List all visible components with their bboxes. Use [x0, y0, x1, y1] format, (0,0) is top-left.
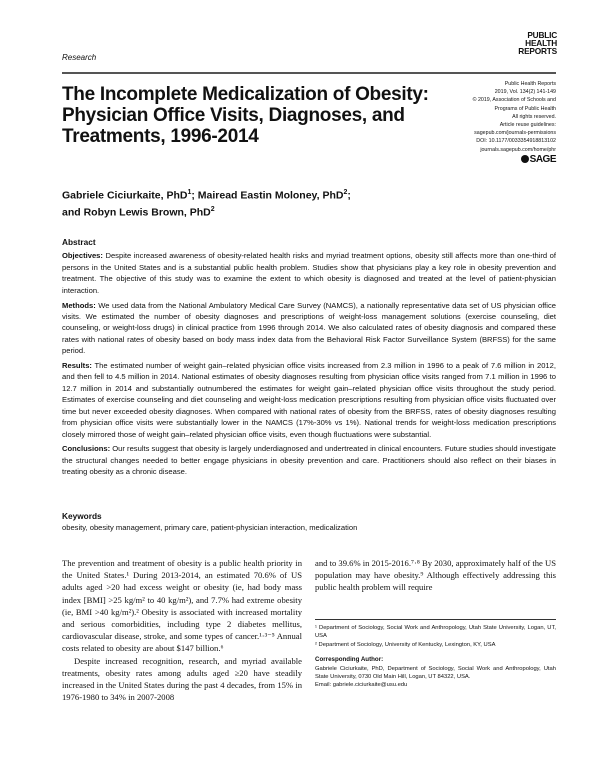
section-label: Objectives: [62, 251, 103, 261]
corresponding-email[interactable]: Email: gabriele.ciciurkaite@usu.edu [315, 682, 408, 689]
body-column-right [315, 557, 556, 594]
section-label: Methods: [62, 300, 96, 310]
affiliation-ref: 2 [343, 189, 348, 196]
sage-mark-icon [521, 155, 529, 163]
meta-journal: Public Health Reports [504, 81, 556, 87]
abstract-conclusions [62, 443, 556, 477]
meta-reuse-label: Article reuse guidelines: [499, 122, 556, 129]
corresponding-text: Gabriele Ciciurkaite, PhD, Department of Sociology, Social Work and Anthropology, Utah State University, 0730 Old Main Hill, Logan, UT 84322, USA. [315, 665, 556, 681]
affiliation-1: ¹ Department of Sociology, Social Work and Anthropology, Utah State University, Logan, UT, USA [315, 625, 556, 640]
header-divider [62, 72, 556, 74]
meta-reuse-link[interactable]: sagepub.com/journals-permissions [474, 130, 556, 137]
keywords-list: obesity, obesity management, primary care, patient-physician interaction, medicalization [62, 523, 358, 532]
abstract [62, 237, 556, 481]
footnote-divider [315, 619, 556, 620]
keywords-heading: Keywords [62, 511, 102, 521]
abstract-objectives [62, 250, 556, 296]
author-name: Gabriele Ciciurkaite, PhD [62, 189, 188, 202]
meta-copyright: © 2019, Association of Schools and [472, 97, 556, 104]
affiliation-ref: 2 [210, 206, 215, 213]
section-text: The estimated number of weight gain–related physician office visits increased from 2.3 million in 1996 to a peak of 7.6 million in 2012, and then fell to 4.5 million in 2014. National estimates of obesity diagnoses resulting from physician office visits ranged from 7.1 million in 1996 to 12.7 million in 2014 and substantially outnumbered the estimates for weight gain–related physician office visits throughout the study period. Estimates of exercise counseling and diet counseling and weight-loss medication prescriptions resulting from physician office visits fluctuated over time but never exceeded obesity diagnoses. When compared with national rates of obesity from the BRFSS, rates of obesity diagnoses resulting from physician office visits were substantially lower in the NAMCS (17%-30% vs 1%). National trends for weight-loss medication prescriptions closely mirrored those of weight gain–related physician office visits, even though fluctuations were substantial. [62, 361, 556, 439]
corresponding-heading: Corresponding Author: [315, 656, 384, 664]
body-paragraph: Despite increased recognition, research, and myriad available treatments, obesity rates among adults aged ≥20 have steadily increased in the United States during the past 4 decades, from 15% in 1976-1980 to 34% in 2007-2008 [62, 655, 302, 703]
footnotes [315, 624, 556, 690]
meta-volume: 2019, Vol. 134(2) 141-149 [494, 89, 556, 96]
separator: ; [347, 189, 351, 202]
section-text: Despite increased awareness of obesity-related health risks and myriad treatment options, obesity still affects more than one-third of persons in the United States and is a substantial public health problem. Studies show that physicians play a key role in obesity prevention and treatment. The objective of this study was to examine the extent to which obesity is diagnosed and treated at the level of patient-physician interaction. [62, 251, 556, 295]
journal-logo [497, 31, 557, 55]
abstract-heading: Abstract [62, 237, 96, 247]
body-paragraph: and to 39.6% in 2015-2016.⁷·⁸ By 2030, approximately half of the US population may have obesity.⁹ Although effectively addressing this public health problem will require [315, 558, 556, 593]
keywords [62, 511, 556, 533]
body-paragraph: The prevention and treatment of obesity is a public health priority in the United States.¹ During 2013-2014, an estimated 70.6% of US adults aged >20 had excess weight or obesity (ie, had body mass index [BMI] >25 kg/m² to 40 kg/m²), and 7.7% had extreme obesity (ie, BMI >40 kg/m²).² Obesity is associated with increased mortality and serious comorbidities, including type 2 diabetes mellitus, cardiovascular disease, stroke, and some types of cancer.¹·³⁻⁵ Annual costs related to obesity are about $147 billion.⁶ [62, 558, 302, 654]
section-label: Results: [62, 361, 92, 371]
meta-journal-link[interactable]: journals.sagepub.com/home/phr [480, 146, 556, 153]
body-column-left [62, 557, 302, 703]
meta-rights: All rights reserved. [512, 113, 556, 120]
section-text: We used data from the National Ambulatory Medical Care Survey (NAMCS), a nationally representative data set of US physician office visits. We estimated the number of obesity diagnoses and prescriptions of weight-loss management solutions (exercise counseling, diet counseling, or weight-loss drugs) in clinical practice from 1996 through 2014. We also calculated rates of obesity diagnosis and compared these rates with national rates of obesity based on body mass index data from the Behavioral Risk Factor Surveillance System (BRFSS) for the same period. [62, 300, 556, 356]
author-list [62, 186, 462, 220]
article-title: The Incomplete Medicalization of Obesity: Physician Office Visits, Diagnoses, and Treatments, 1996-2014 [62, 84, 429, 147]
meta-copyright-2: Programs of Public Health [494, 105, 556, 112]
section-text: Our results suggest that obesity is largely underdiagnosed and undertreated in clinical encounters. Future studies should investigate the structural changes needed to better engage physicians in obesity prevention and care. Practitioners should also reflect on their biases in treating obesity as a chronic disease. [62, 444, 556, 477]
logo-line: REPORTS [518, 46, 557, 56]
sage-logo [420, 154, 556, 166]
logo-line: HEALTH [525, 38, 557, 48]
affiliation-ref: 1 [187, 189, 192, 196]
abstract-methods [62, 300, 556, 357]
abstract-results [62, 360, 556, 440]
author-name: and Robyn Lewis Brown, PhD [62, 206, 211, 219]
meta-doi[interactable]: DOI: 10.1177/0033354918813102 [476, 138, 556, 145]
section-label: Conclusions: [62, 444, 111, 454]
logo-line: PUBLIC [527, 30, 557, 40]
publisher-name: SAGE [529, 153, 556, 165]
affiliation-2: ² Department of Sociology, University of Kentucky, Lexington, KY, USA [315, 641, 496, 648]
author-name: ; Mairead Eastin Moloney, PhD [191, 189, 344, 202]
publication-meta [420, 80, 556, 166]
section-label: Research [62, 53, 97, 62]
